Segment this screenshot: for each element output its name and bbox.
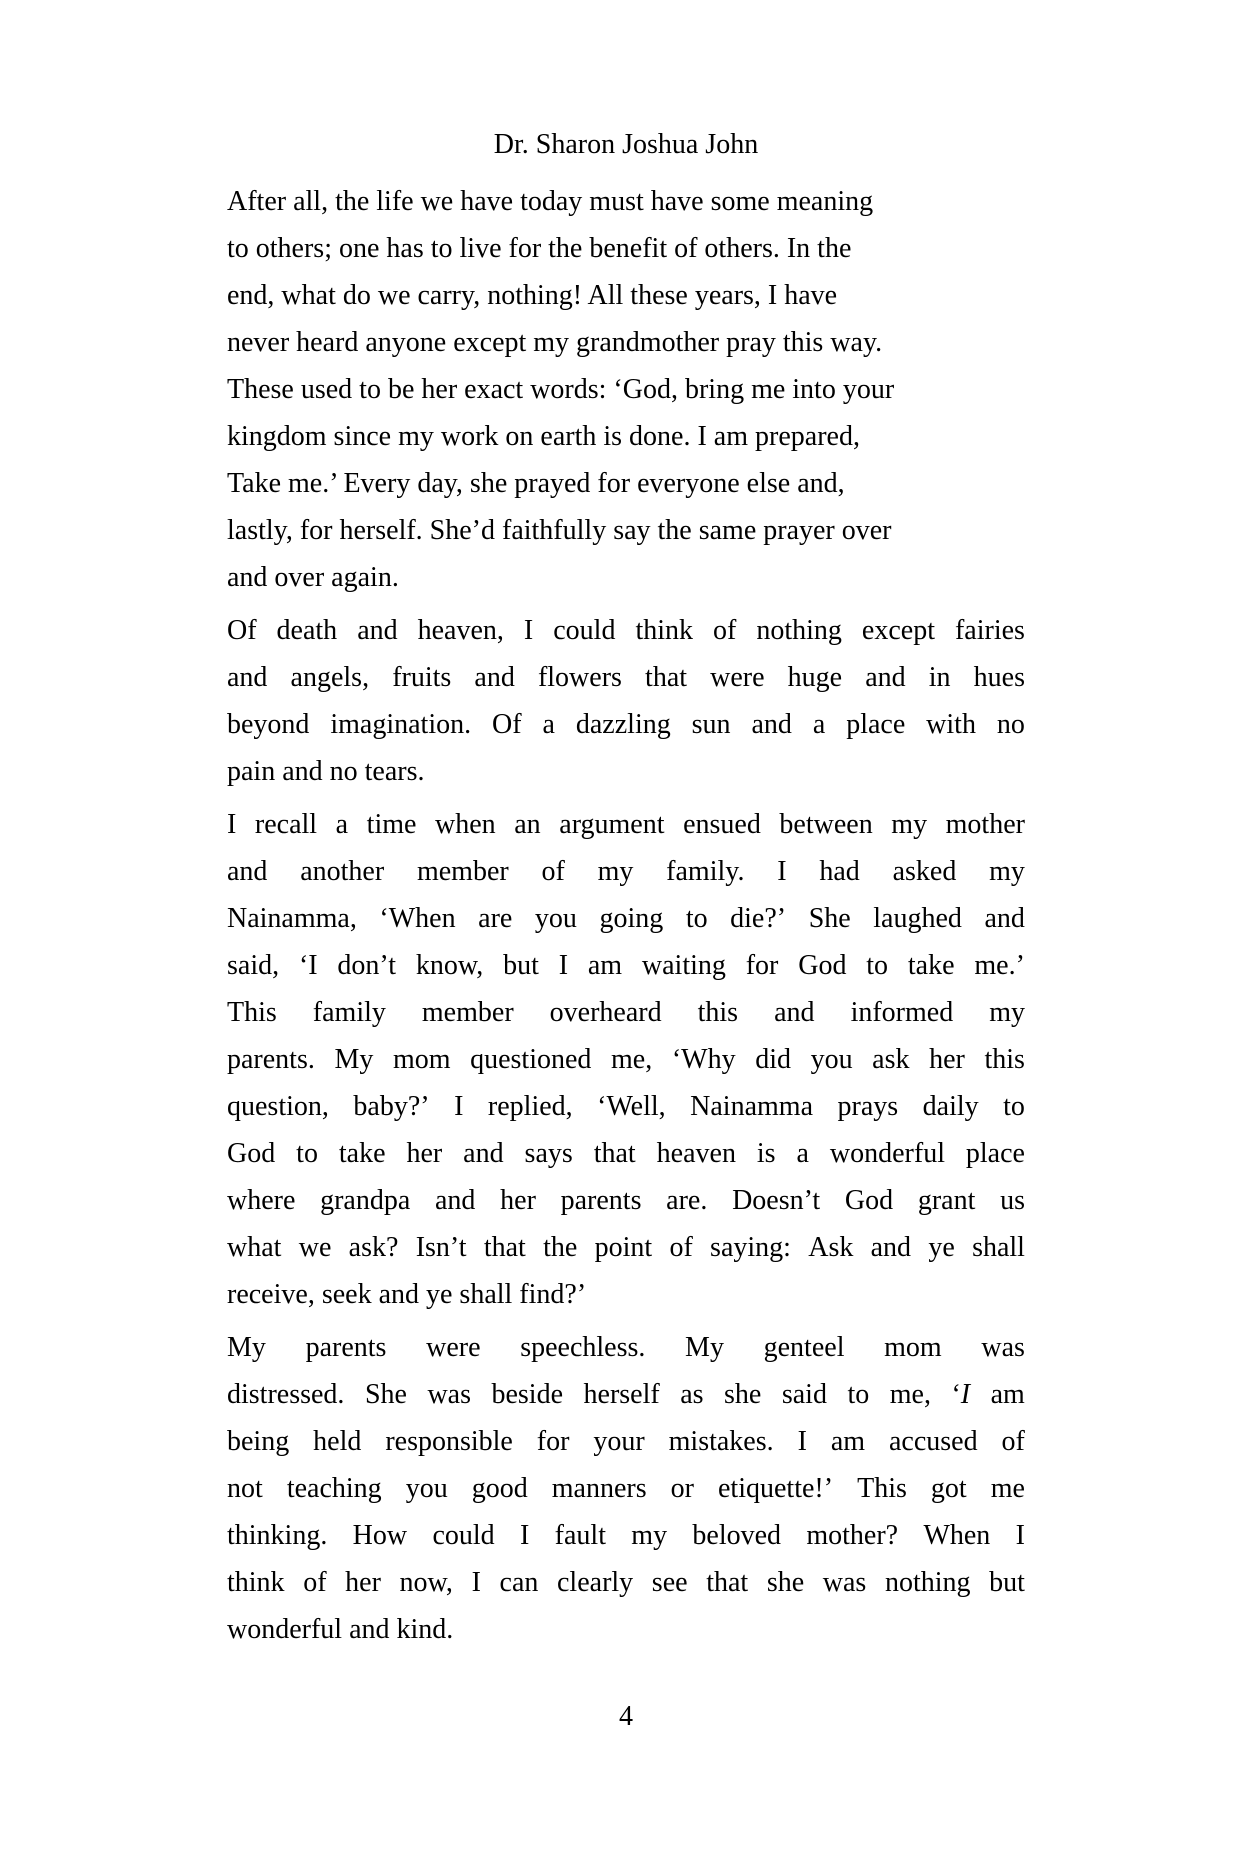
text-column [227,121,1025,1740]
text-line: This family member overheard this and informed my [227,997,1025,1028]
text-line: I recall a time when an argument ensued between my mother [227,809,1025,840]
text-line: question, baby?’ I replied, ‘Well, Nainamma prays daily to [227,1091,1025,1122]
text-line: said, ‘I don’t know, but I am waiting for God to take me.’ [227,950,1025,981]
paragraph [227,801,1025,1318]
text-line: end, what do we carry, nothing! All these years, I have [227,280,838,311]
text-line: think of her now, I can clearly see that she was nothing but [227,1567,1025,1598]
running-header: Dr. Sharon Joshua John [493,129,759,160]
text-line: parents. My mom questioned me, ‘Why did you ask her this [227,1044,1025,1075]
text-line: kingdom since my work on earth is done. I am prepared, [227,421,860,452]
text-line: receive, seek and ye shall find?’ [227,1279,587,1310]
page-number: 4 [619,1701,633,1732]
text-line: wonderful and kind. [227,1614,454,1645]
text-line: and over again. [227,562,399,593]
text-line: beyond imagination. Of a dazzling sun and a place with no [227,709,1025,740]
paragraph [227,1324,1025,1653]
text-line: where grandpa and her parents are. Doesn’t God grant us [227,1185,1025,1216]
text-line: never heard anyone except my grandmother pray this way. [227,327,883,358]
text-line: distressed. She was beside herself as she said to me, ‘I am [227,1379,1025,1410]
text-line: to others; one has to live for the benefit of others. In the [227,233,852,264]
text-line: Take me.’ Every day, she prayed for everyone else and, [227,468,845,499]
paragraph [227,607,1025,795]
text-line: Of death and heaven, I could think of nothing except fairies [227,615,1025,646]
text-line: Nainamma, ‘When are you going to die?’ She laughed and [227,903,1025,934]
text-line: what we ask? Isn’t that the point of saying: Ask and ye shall [227,1232,1025,1263]
text-line: and another member of my family. I had asked my [227,856,1025,887]
text-line: These used to be her exact words: ‘God, bring me into your [227,374,895,405]
text-line: and angels, fruits and flowers that were huge and in hues [227,662,1025,693]
text-line: pain and no tears. [227,756,425,787]
text-line: not teaching you good manners or etiquette!’ This got me [227,1473,1025,1504]
text-line: After all, the life we have today must have some meaning [227,186,874,217]
paragraph [227,178,1025,601]
text-line: God to take her and says that heaven is a wonderful place [227,1138,1025,1169]
text-line: thinking. How could I fault my beloved mother? When I [227,1520,1025,1551]
text-line: My parents were speechless. My genteel mom was [227,1332,1025,1363]
text-line: being held responsible for your mistakes. I am accused of [227,1426,1025,1457]
text-line: lastly, for herself. She’d faithfully say the same prayer over [227,515,892,546]
